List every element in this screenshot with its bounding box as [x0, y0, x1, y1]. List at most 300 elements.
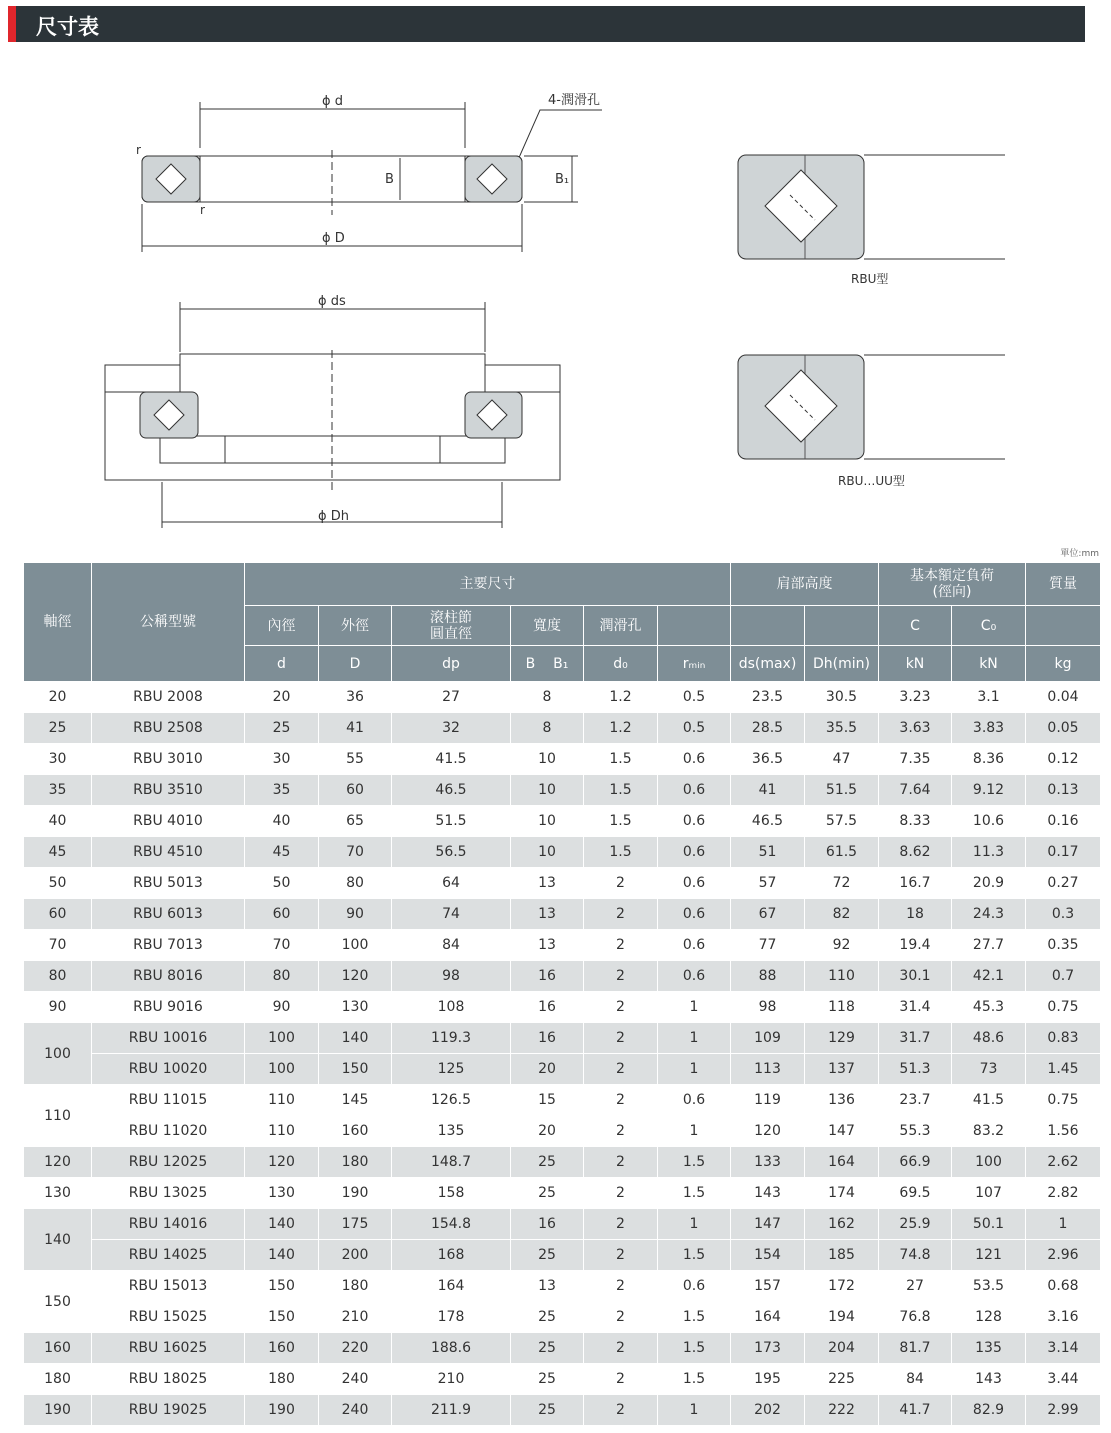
table-row: [24, 1271, 1101, 1302]
cell-Dh: 72: [805, 868, 879, 899]
table-row: [24, 1178, 1101, 1209]
header-dh-blank: [805, 606, 879, 646]
cell-dp: 32: [392, 713, 511, 744]
cell-d0: 2: [584, 1054, 658, 1085]
header-load-line2: (徑向): [932, 584, 972, 600]
cell-Dh: 47: [805, 744, 879, 775]
cell-B: 16: [511, 1023, 584, 1054]
cell-r: 0.5: [658, 713, 731, 744]
label-hole: 4-潤滑孔: [548, 93, 600, 108]
cell-d: 60: [245, 899, 319, 930]
cell-D: 220: [319, 1333, 392, 1364]
cell-r: 1: [658, 992, 731, 1023]
cell-B: 10: [511, 775, 584, 806]
cell-kg: 0.04: [1026, 682, 1101, 713]
cell-D: 200: [319, 1240, 392, 1271]
cell-shaft: 160: [24, 1333, 92, 1364]
cell-C0: 121: [952, 1240, 1026, 1271]
table-row: [24, 1054, 1101, 1085]
cell-kg: 2.96: [1026, 1240, 1101, 1271]
cell-kg: 1.45: [1026, 1054, 1101, 1085]
cell-B: 16: [511, 992, 584, 1023]
cell-C0: 143: [952, 1364, 1026, 1395]
cell-C0: 24.3: [952, 899, 1026, 930]
cell-r: 1.5: [658, 1240, 731, 1271]
header-main: 主要尺寸: [245, 563, 731, 606]
cell-kg: 0.17: [1026, 837, 1101, 868]
cell-C: 3.63: [879, 713, 952, 744]
table-row: [24, 868, 1101, 899]
cell-D: 175: [319, 1209, 392, 1240]
cell-d: 140: [245, 1209, 319, 1240]
sym-D: D: [319, 646, 392, 682]
cell-shaft: 60: [24, 899, 92, 930]
cell-D: 210: [319, 1302, 392, 1333]
cell-d0: 1.5: [584, 744, 658, 775]
cell-Dh: 92: [805, 930, 879, 961]
cell-Dh: 225: [805, 1364, 879, 1395]
cell-kg: 2.99: [1026, 1395, 1101, 1426]
cell-d0: 2: [584, 1240, 658, 1271]
header-pitch: [392, 606, 511, 646]
cell-D: 90: [319, 899, 392, 930]
cell-d0: 2: [584, 1147, 658, 1178]
cell-dp: 51.5: [392, 806, 511, 837]
cell-B: 25: [511, 1240, 584, 1271]
table-row: [24, 1023, 1101, 1054]
cell-d0: 2: [584, 1395, 658, 1426]
cell-ds: 157: [731, 1271, 805, 1302]
cell-model: RBU 4010: [92, 806, 245, 837]
cell-C0: 10.6: [952, 806, 1026, 837]
cell-dp: 98: [392, 961, 511, 992]
cell-d: 120: [245, 1147, 319, 1178]
cell-B: 10: [511, 806, 584, 837]
sym-kN-C: kN: [879, 646, 952, 682]
table-row: [24, 806, 1101, 837]
cell-dp: 164: [392, 1271, 511, 1302]
cell-B: 13: [511, 868, 584, 899]
cell-kg: 0.13: [1026, 775, 1101, 806]
cell-d0: 2: [584, 992, 658, 1023]
cell-ds: 98: [731, 992, 805, 1023]
cell-r: 1: [658, 1209, 731, 1240]
cell-shaft: 20: [24, 682, 92, 713]
cell-D: 160: [319, 1116, 392, 1147]
cell-d: 190: [245, 1395, 319, 1426]
cell-C: 8.62: [879, 837, 952, 868]
table-row: [24, 1147, 1101, 1178]
cell-kg: 2.82: [1026, 1178, 1101, 1209]
cell-B: 8: [511, 713, 584, 744]
cell-model: RBU 6013: [92, 899, 245, 930]
table-row: [24, 1085, 1101, 1116]
cell-model: RBU 4510: [92, 837, 245, 868]
header-r-blank: [658, 606, 731, 646]
cell-r: 1: [658, 1116, 731, 1147]
cell-C0: 3.1: [952, 682, 1026, 713]
cell-B: 25: [511, 1333, 584, 1364]
cell-r: 0.6: [658, 837, 731, 868]
cell-kg: 0.35: [1026, 930, 1101, 961]
cell-D: 240: [319, 1364, 392, 1395]
header-C0: C₀: [952, 606, 1026, 646]
header-inner: 內徑: [245, 606, 319, 646]
header-mass-blank: [1026, 606, 1101, 646]
cell-d0: 1.2: [584, 682, 658, 713]
sym-d0: d₀: [584, 646, 658, 682]
cell-shaft: 80: [24, 961, 92, 992]
cell-C: 51.3: [879, 1054, 952, 1085]
cell-C0: 73: [952, 1054, 1026, 1085]
cell-dp: 210: [392, 1364, 511, 1395]
cell-d0: 2: [584, 1333, 658, 1364]
cell-kg: 0.27: [1026, 868, 1101, 899]
label-Dh: ϕ Dh: [318, 509, 349, 524]
cell-Dh: 137: [805, 1054, 879, 1085]
cell-kg: 0.12: [1026, 744, 1101, 775]
cell-kg: 0.75: [1026, 1085, 1101, 1116]
cell-Dh: 194: [805, 1302, 879, 1333]
cell-r: 1.5: [658, 1302, 731, 1333]
cell-ds: 28.5: [731, 713, 805, 744]
cell-Dh: 82: [805, 899, 879, 930]
cell-D: 100: [319, 930, 392, 961]
table-body: [24, 682, 1101, 1426]
cell-D: 80: [319, 868, 392, 899]
cell-ds: 120: [731, 1116, 805, 1147]
table-row: [24, 744, 1101, 775]
cell-C0: 53.5: [952, 1271, 1026, 1302]
cell-d: 140: [245, 1240, 319, 1271]
cell-d: 110: [245, 1085, 319, 1116]
cell-ds: 23.5: [731, 682, 805, 713]
cell-r: 0.5: [658, 682, 731, 713]
cell-dp: 64: [392, 868, 511, 899]
cell-model: RBU 10016: [92, 1023, 245, 1054]
cell-r: 1: [658, 1023, 731, 1054]
cell-model: RBU 3510: [92, 775, 245, 806]
unit-note: 單位:mm: [1060, 549, 1099, 559]
cell-d: 130: [245, 1178, 319, 1209]
cell-ds: 46.5: [731, 806, 805, 837]
cell-r: 0.6: [658, 930, 731, 961]
cell-dp: 84: [392, 930, 511, 961]
header-shoulder: 肩部高度: [731, 563, 879, 606]
cell-d0: 1.5: [584, 775, 658, 806]
cell-dp: 56.5: [392, 837, 511, 868]
cell-B: 10: [511, 837, 584, 868]
cell-d: 20: [245, 682, 319, 713]
header-outer: 外徑: [319, 606, 392, 646]
header-model: 公稱型號: [92, 563, 245, 682]
label-D: ϕ D: [322, 231, 345, 246]
cell-model: RBU 2008: [92, 682, 245, 713]
cell-kg: 0.68: [1026, 1271, 1101, 1302]
cell-ds: 133: [731, 1147, 805, 1178]
cell-B: 10: [511, 744, 584, 775]
cell-d: 150: [245, 1271, 319, 1302]
cell-model: RBU 11020: [92, 1116, 245, 1147]
label-B: B: [385, 172, 394, 187]
header-ds-blank: [731, 606, 805, 646]
cell-r: 1.5: [658, 1333, 731, 1364]
cell-d: 80: [245, 961, 319, 992]
cell-d: 110: [245, 1116, 319, 1147]
cell-d: 180: [245, 1364, 319, 1395]
cell-r: 0.6: [658, 806, 731, 837]
cell-r: 0.6: [658, 868, 731, 899]
cell-C: 69.5: [879, 1178, 952, 1209]
cell-d0: 2: [584, 1085, 658, 1116]
cell-shaft: 40: [24, 806, 92, 837]
cell-ds: 173: [731, 1333, 805, 1364]
cell-C0: 41.5: [952, 1085, 1026, 1116]
cell-model: RBU 2508: [92, 713, 245, 744]
cell-kg: 0.83: [1026, 1023, 1101, 1054]
cell-shaft: 150: [24, 1271, 92, 1333]
cell-d0: 1.5: [584, 837, 658, 868]
table-row: [24, 1395, 1101, 1426]
cell-dp: 46.5: [392, 775, 511, 806]
sym-d: d: [245, 646, 319, 682]
sym-kg: kg: [1026, 646, 1101, 682]
label-d: ϕ d: [322, 94, 343, 109]
cell-ds: 119: [731, 1085, 805, 1116]
cell-d0: 1.5: [584, 806, 658, 837]
table-row: [24, 682, 1101, 713]
cell-dp: 135: [392, 1116, 511, 1147]
cell-ds: 57: [731, 868, 805, 899]
cell-r: 1.5: [658, 1147, 731, 1178]
cell-dp: 119.3: [392, 1023, 511, 1054]
cell-ds: 88: [731, 961, 805, 992]
cell-kg: 0.75: [1026, 992, 1101, 1023]
cell-B: 16: [511, 1209, 584, 1240]
cell-kg: 1.56: [1026, 1116, 1101, 1147]
cell-shaft: 30: [24, 744, 92, 775]
cell-C0: 128: [952, 1302, 1026, 1333]
sym-Dh: Dh(min): [805, 646, 879, 682]
cell-C0: 135: [952, 1333, 1026, 1364]
cell-Dh: 118: [805, 992, 879, 1023]
cell-kg: 3.44: [1026, 1364, 1101, 1395]
cell-r: 1: [658, 1054, 731, 1085]
cell-Dh: 51.5: [805, 775, 879, 806]
cell-C: 18: [879, 899, 952, 930]
cell-dp: 211.9: [392, 1395, 511, 1426]
cell-d: 150: [245, 1302, 319, 1333]
cell-shaft: 140: [24, 1209, 92, 1271]
cell-ds: 164: [731, 1302, 805, 1333]
cell-C: 81.7: [879, 1333, 952, 1364]
cell-D: 60: [319, 775, 392, 806]
cell-B: 20: [511, 1116, 584, 1147]
cell-shaft: 50: [24, 868, 92, 899]
table-row: [24, 775, 1101, 806]
cell-C: 19.4: [879, 930, 952, 961]
cell-model: RBU 16025: [92, 1333, 245, 1364]
cell-d: 30: [245, 744, 319, 775]
cell-r: 1.5: [658, 1364, 731, 1395]
cell-dp: 188.6: [392, 1333, 511, 1364]
cell-r: 0.6: [658, 899, 731, 930]
cell-C: 55.3: [879, 1116, 952, 1147]
cell-C0: 82.9: [952, 1395, 1026, 1426]
cell-C0: 9.12: [952, 775, 1026, 806]
cell-r: 0.6: [658, 1271, 731, 1302]
cell-dp: 125: [392, 1054, 511, 1085]
cell-d: 35: [245, 775, 319, 806]
cell-kg: 3.14: [1026, 1333, 1101, 1364]
cell-C: 23.7: [879, 1085, 952, 1116]
cell-r: 0.6: [658, 1085, 731, 1116]
cell-d0: 2: [584, 899, 658, 930]
cell-Dh: 174: [805, 1178, 879, 1209]
dimension-table: [23, 562, 1101, 1426]
header-mass: 質量: [1026, 563, 1101, 606]
cell-d: 25: [245, 713, 319, 744]
cell-C0: 11.3: [952, 837, 1026, 868]
cell-B: 15: [511, 1085, 584, 1116]
cell-model: RBU 15013: [92, 1271, 245, 1302]
cell-D: 120: [319, 961, 392, 992]
table-row: [24, 713, 1101, 744]
cell-shaft: 100: [24, 1023, 92, 1085]
cell-dp: 27: [392, 682, 511, 713]
cell-B: 16: [511, 961, 584, 992]
cell-shaft: 25: [24, 713, 92, 744]
cell-ds: 77: [731, 930, 805, 961]
cell-B: 8: [511, 682, 584, 713]
header-load: [879, 563, 1026, 606]
cell-model: RBU 5013: [92, 868, 245, 899]
cell-dp: 126.5: [392, 1085, 511, 1116]
cell-Dh: 35.5: [805, 713, 879, 744]
cell-d0: 2: [584, 1023, 658, 1054]
table-row: [24, 1240, 1101, 1271]
cell-shaft: 120: [24, 1147, 92, 1178]
cell-D: 190: [319, 1178, 392, 1209]
table-row: [24, 1364, 1101, 1395]
table-row: [24, 1333, 1101, 1364]
label-r2: r: [200, 203, 205, 217]
cell-d0: 2: [584, 1271, 658, 1302]
cell-D: 41: [319, 713, 392, 744]
cell-C0: 50.1: [952, 1209, 1026, 1240]
cell-dp: 158: [392, 1178, 511, 1209]
cell-ds: 147: [731, 1209, 805, 1240]
header-width: 寬度: [511, 606, 584, 646]
cell-d0: 2: [584, 868, 658, 899]
cell-D: 140: [319, 1023, 392, 1054]
label-r1: r: [136, 143, 141, 157]
cell-model: RBU 9016: [92, 992, 245, 1023]
cell-C0: 27.7: [952, 930, 1026, 961]
cell-C: 74.8: [879, 1240, 952, 1271]
cell-shaft: 130: [24, 1178, 92, 1209]
cell-B: 20: [511, 1054, 584, 1085]
cell-ds: 36.5: [731, 744, 805, 775]
cell-C: 30.1: [879, 961, 952, 992]
cell-Dh: 204: [805, 1333, 879, 1364]
cell-C: 41.7: [879, 1395, 952, 1426]
cell-ds: 154: [731, 1240, 805, 1271]
cell-dp: 74: [392, 899, 511, 930]
cell-D: 240: [319, 1395, 392, 1426]
cell-d: 40: [245, 806, 319, 837]
header-pitch-line1: 滾柱節: [430, 609, 472, 626]
cell-C0: 3.83: [952, 713, 1026, 744]
cell-C: 7.35: [879, 744, 952, 775]
cell-r: 1.5: [658, 1178, 731, 1209]
header-pitch-line2: 圓直徑: [430, 625, 472, 642]
cell-ds: 113: [731, 1054, 805, 1085]
cell-C0: 8.36: [952, 744, 1026, 775]
sym-ds: ds(max): [731, 646, 805, 682]
cell-B: 25: [511, 1147, 584, 1178]
cell-dp: 154.8: [392, 1209, 511, 1240]
cell-d: 50: [245, 868, 319, 899]
cell-C0: 45.3: [952, 992, 1026, 1023]
cell-C: 16.7: [879, 868, 952, 899]
cell-C: 27: [879, 1271, 952, 1302]
cell-C: 31.7: [879, 1023, 952, 1054]
cell-model: RBU 12025: [92, 1147, 245, 1178]
cell-C0: 83.2: [952, 1116, 1026, 1147]
table-row: [24, 1116, 1101, 1147]
cell-C0: 100: [952, 1147, 1026, 1178]
cell-Dh: 172: [805, 1271, 879, 1302]
header-hole: 潤滑孔: [584, 606, 658, 646]
bearing-section-diagram: [0, 0, 1111, 540]
header-shaft: 軸徑: [24, 563, 92, 682]
cell-D: 70: [319, 837, 392, 868]
cell-C: 76.8: [879, 1302, 952, 1333]
cell-model: RBU 13025: [92, 1178, 245, 1209]
cell-d: 100: [245, 1023, 319, 1054]
cell-d: 100: [245, 1054, 319, 1085]
sym-dp: dp: [392, 646, 511, 682]
cell-ds: 202: [731, 1395, 805, 1426]
cell-C: 3.23: [879, 682, 952, 713]
cell-d0: 2: [584, 930, 658, 961]
cell-kg: 3.16: [1026, 1302, 1101, 1333]
cell-d0: 1.2: [584, 713, 658, 744]
cell-Dh: 61.5: [805, 837, 879, 868]
cell-ds: 195: [731, 1364, 805, 1395]
cell-shaft: 110: [24, 1085, 92, 1147]
cell-D: 150: [319, 1054, 392, 1085]
sym-B1: B₁: [553, 655, 569, 672]
cell-d0: 2: [584, 1209, 658, 1240]
cell-dp: 41.5: [392, 744, 511, 775]
cell-model: RBU 14016: [92, 1209, 245, 1240]
table-row: [24, 837, 1101, 868]
cell-ds: 143: [731, 1178, 805, 1209]
cell-model: RBU 10020: [92, 1054, 245, 1085]
cell-C: 25.9: [879, 1209, 952, 1240]
cell-D: 145: [319, 1085, 392, 1116]
cell-kg: 0.7: [1026, 961, 1101, 992]
label-B1: B₁: [555, 172, 570, 187]
cell-model: RBU 19025: [92, 1395, 245, 1426]
cell-d: 70: [245, 930, 319, 961]
cell-model: RBU 3010: [92, 744, 245, 775]
cell-C: 7.64: [879, 775, 952, 806]
cell-dp: 168: [392, 1240, 511, 1271]
cell-r: 0.6: [658, 775, 731, 806]
